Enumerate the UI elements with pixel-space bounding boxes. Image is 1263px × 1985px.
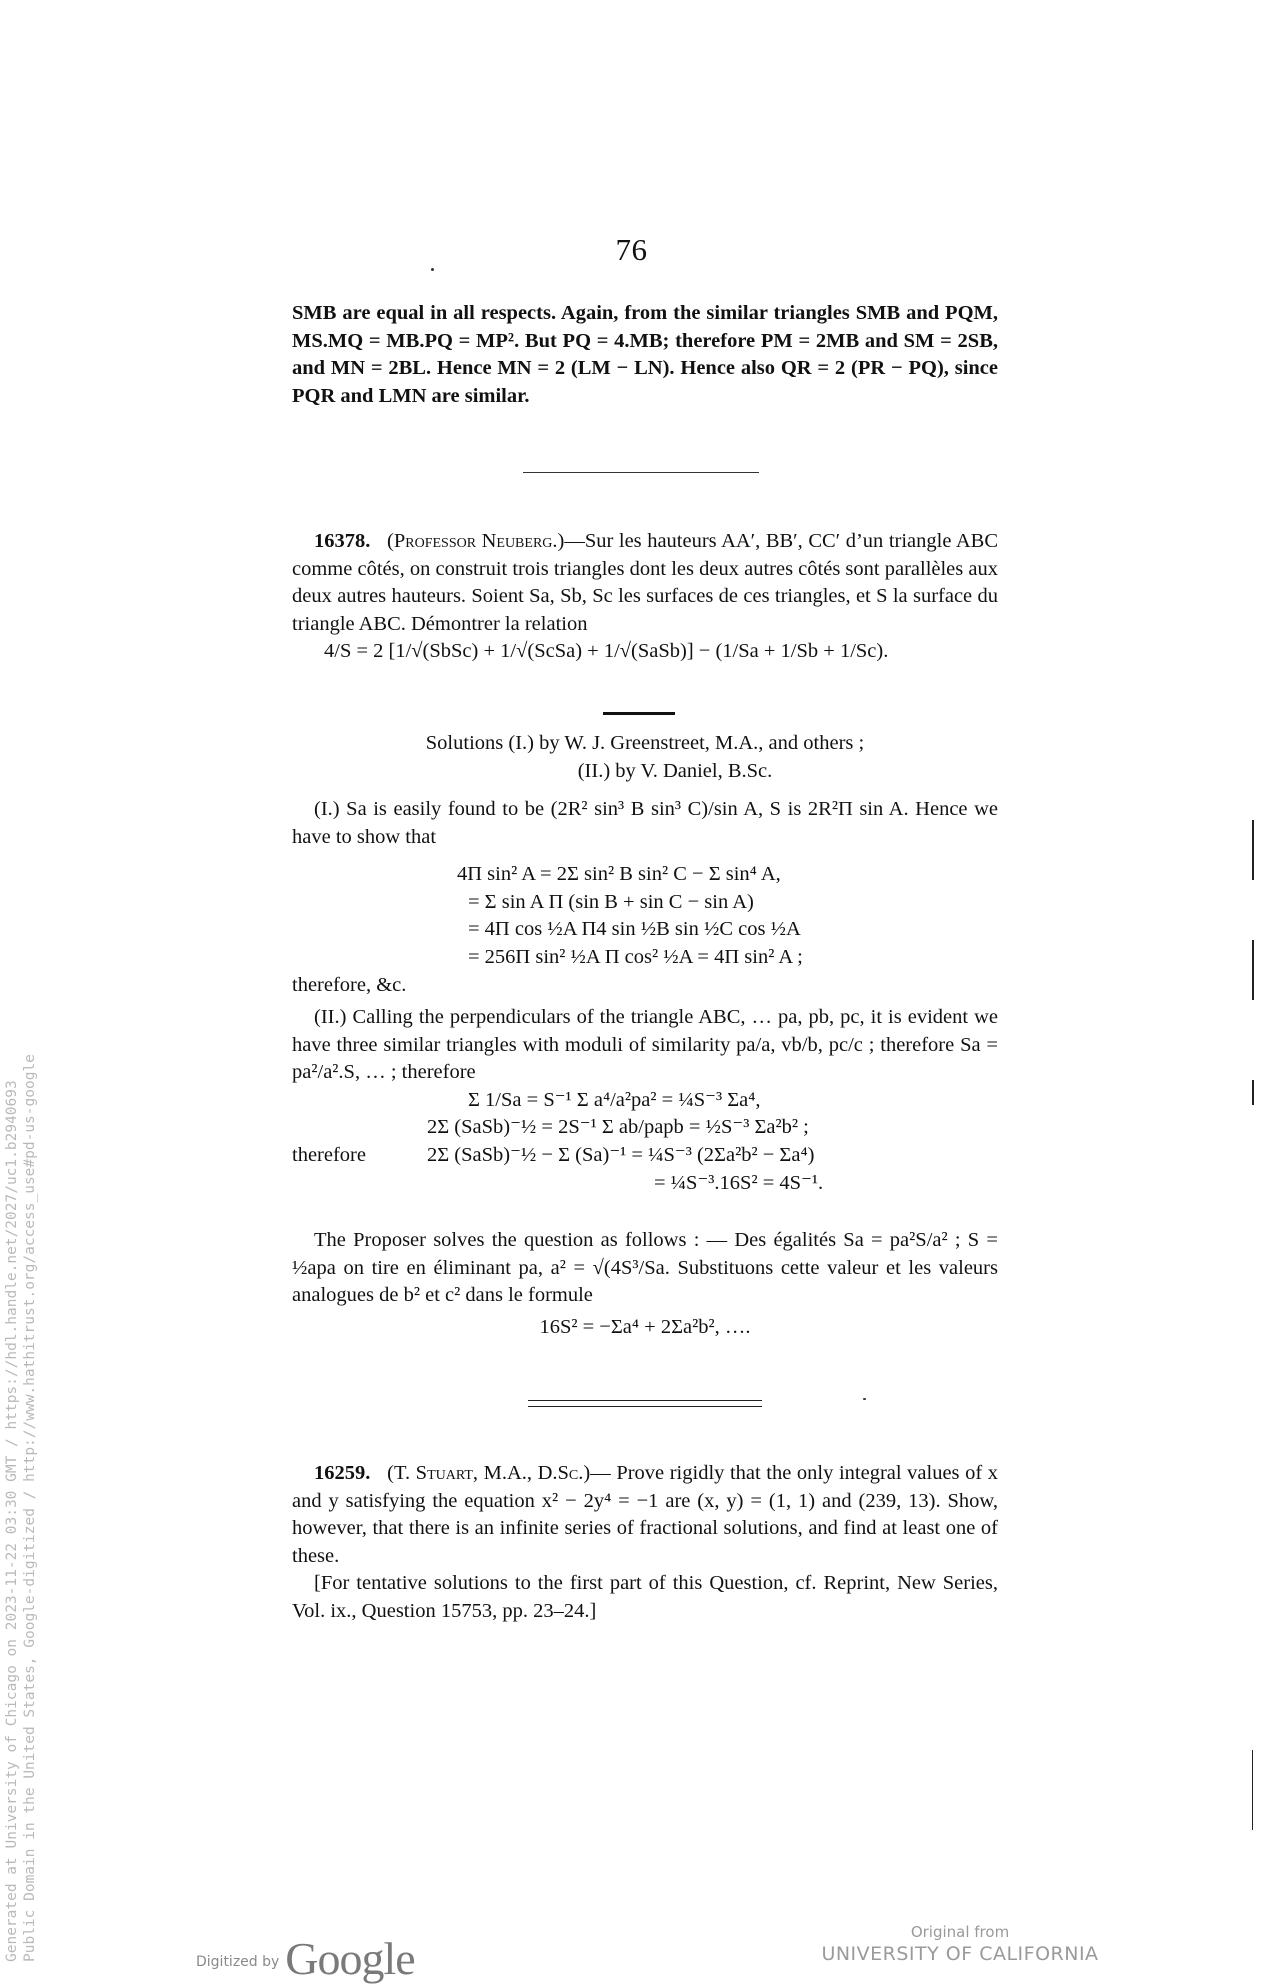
scan-speck	[431, 268, 434, 271]
solution-2-therefore: therefore	[292, 1143, 366, 1166]
solutions-line-1: Solutions (I.) by W. J. Greenstreet, M.A., and others ;	[425, 732, 865, 754]
question-proposer: (Professor Neuberg.)	[387, 530, 565, 552]
question-text: — Prove rigidly that the only integral values of x and y satisfying the equation x² − 2y⁴ = −1 are (x, y) = (1, 1) and (239, 13). Show, however, that there is an infinite series of fractional solutions, and find at least one of these.	[292, 1462, 999, 1567]
solution-1-eq-1: 4Π sin² A = 2Σ sin² B sin² C − Σ sin⁴ A,	[457, 863, 781, 886]
question-statement	[292, 528, 998, 638]
short-divider	[603, 712, 675, 715]
question-16259	[292, 1460, 998, 1626]
solutions-header	[292, 730, 998, 785]
section-divider	[523, 472, 759, 473]
solutions-line-2: (II.) by V. Daniel, B.Sc.	[577, 759, 773, 782]
question-16378	[292, 528, 998, 666]
solution-1-eq-3: = 4Π cos ½A Π4 sin ½B sin ½C cos ½A	[468, 918, 801, 941]
page-number: 76	[615, 232, 648, 267]
scan-mark	[1252, 940, 1254, 1000]
relation-equation: 4/S = 2 [1/√(SbSc) + 1/√(ScSa) + 1/√(SaSb)] − (1/Sa + 1/Sb + 1/Sc).	[324, 640, 889, 663]
solution-2-eq-4: = ¼S⁻³.16S² = 4S⁻¹.	[654, 1171, 824, 1194]
watermark-line-1: Generated at University of Chicago on 2023-11-22 03:30 GMT / https://hdl.handle.net/2027/uc1.b2940693	[4, 1080, 20, 1962]
solution-2-eq-3: 2Σ (SaSb)⁻½ − Σ (Sa)⁻¹ = ¼S⁻³ (2Σa²b² − Σa⁴)	[427, 1143, 815, 1166]
continuation-section	[292, 300, 998, 410]
double-divider	[528, 1400, 762, 1407]
original-from-label: Original from	[910, 1923, 1010, 1941]
scan-mark	[1252, 820, 1254, 880]
solution-1-intro: (I.) Sa is easily found to be (2R² sin³ B sin³ C)/sin A, S is 2R²Π sin A. Hence we have to show that	[292, 798, 998, 848]
original-from	[760, 1922, 1160, 1966]
scan-mark	[1252, 1750, 1253, 1830]
solution-2-intro: (II.) Calling the perpendiculars of the triangle ABC, … pa, pb, pc, it is evident we have three similar triangles with moduli of similarity pa/a, vb/b, pc/c ; therefore Sa = pa²/a².S, … ; therefore	[292, 1006, 998, 1084]
google-logo: Google	[285, 1933, 415, 1984]
question-number: 16259.	[314, 1462, 371, 1484]
scan-mark	[1252, 1080, 1254, 1105]
hathitrust-watermark	[0, 0, 44, 1981]
solution-2-eq-2: 2Σ (SaSb)⁻½ = 2S⁻¹ Σ ab/papb = ½S⁻³ Σa²b² ;	[427, 1116, 809, 1139]
question-note: [For tentative solutions to the first part of this Question, cf. Reprint, New Series, Vol. ix., Question 15753, pp. 23–24.]	[292, 1572, 998, 1622]
scan-speck	[863, 1398, 866, 1400]
question-proposer: (T. Stuart, M.A., D.Sc.)	[387, 1462, 591, 1484]
question-statement	[292, 1460, 998, 1570]
proposer-equation: 16S² = −Σa⁴ + 2Σa²b², ….	[539, 1315, 751, 1338]
solution-1-end: therefore, &c.	[292, 973, 407, 996]
solution-2-eq-3-row	[292, 1142, 998, 1170]
proposer-solution-text: The Proposer solves the question as follows : — Des égalités Sa = pa²S/a² ; S = ½apa on tire en éliminant pa, a² = √(4S³/Sa. Substituons cette valeur et les valeurs analogues de b² et c² dans le formule	[292, 1229, 998, 1307]
digitized-by-label: Digitized by	[196, 1954, 280, 1970]
solution-2-eq-1: Σ 1/Sa = S⁻¹ Σ a⁴/a²pa² = ¼S⁻³ Σa⁴,	[468, 1088, 761, 1111]
solution-1-eq-2: = Σ sin A Π (sin B + sin C − sin A)	[468, 890, 754, 913]
question-text: —Sur les hauteurs AA′, BB′, CC′ d’un triangle ABC comme côtés, on construit trois triangles dont les deux autres côtés sont parallèles aux deux autres hauteurs. Soient Sa, Sb, Sc les surfaces de ces triangles, et S la surface du triangle ABC. Démontrer la relation	[292, 530, 999, 635]
digitized-by-google	[196, 1932, 415, 1985]
solution-1-eq-4: = 256Π sin² ½A Π cos² ½A = 4Π sin² A ;	[468, 945, 803, 968]
university-name: UNIVERSITY OF CALIFORNIA	[821, 1943, 1099, 1965]
question-number: 16378.	[314, 530, 371, 552]
solution-1	[292, 796, 998, 999]
solution-2	[292, 1004, 998, 1197]
proposer-solution	[292, 1227, 998, 1341]
continuation-paragraph: SMB are equal in all respects. Again, from the similar triangles SMB and PQM, MS.MQ = MB.PQ = MP². But PQ = 4.MB; therefore PM = 2MB and SM = 2SB, and MN = 2BL. Hence MN = 2 (LM − LN). Hence also QR = 2 (PR − PQ), since PQR and LMN are similar.	[292, 302, 998, 407]
watermark-line-2: Public Domain in the United States, Google-digitized / http://www.hathitrust.org/access_use#pd-us-google	[22, 1054, 38, 1962]
